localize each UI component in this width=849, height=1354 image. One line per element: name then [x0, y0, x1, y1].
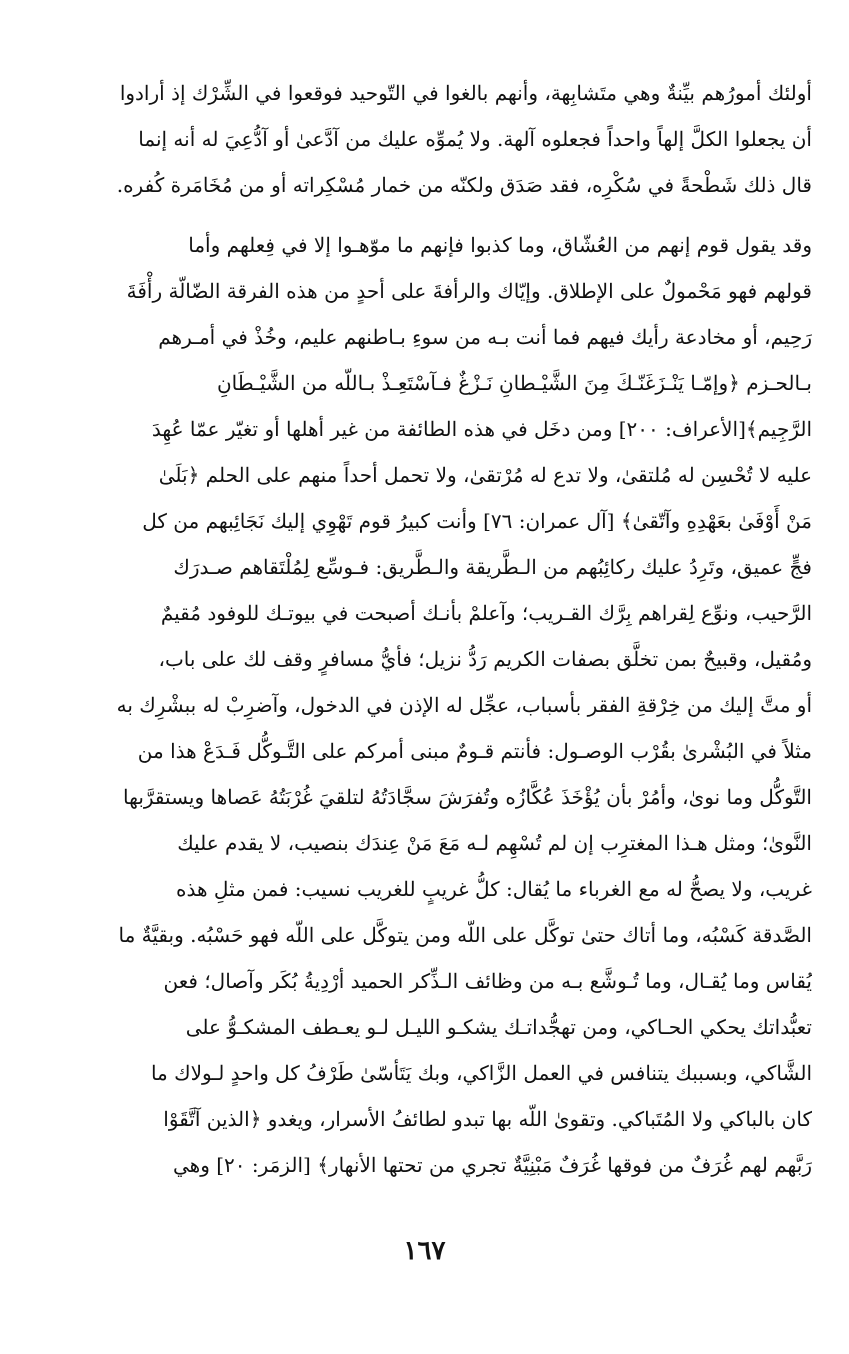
- text-line: كان بالباكي ولا المُتَباكي. وتقوىٰ اللّه بها تبدو لطائفُ الأسرار، ويغدو ﴿الذين آتَّقَوْا: [163, 1107, 812, 1131]
- text-line: وقد يقول قوم إنهم من العُشّاق، وما كذبوا فإنهم ما موّهـوا إلا في فِعلهم وأما: [188, 233, 812, 257]
- text-line: قولهم فهو مَحْمولٌ على الإطلاق. وإيّاك والرأفةَ على أحدٍ من هذه الفرقة الضّالّة رأْفَةَ: [126, 279, 812, 303]
- text-line: غريب، ولا يصحُّ له مع الغرباء ما يُقال: كلُّ غريبٍ للغريب نسيب: فمن مثلِ هذه: [175, 877, 812, 901]
- text-line: الرَّحيب، ونوِّع لِقراهم بِرَّك القـريب؛ وآعلمْ بأنـك أصبحت في بيوتـك للوفود مُقيمٌ: [160, 601, 812, 625]
- page-body: [64, 70, 812, 1234]
- text-line: الشَّاكي، وبسببك يتنافس في العمل الزَّاكي، وبك يَتَأسّىٰ طَرْفُ كل واحدٍ لـولاك ما: [150, 1061, 812, 1085]
- text-line: أن يجعلوا الكلَّ إلهاً واحداً فجعلوه آلهة. ولا يُموِّه عليك من آدَّعىٰ أو آدُّعِيَ له أنه إنما: [138, 127, 812, 151]
- text-line: الرَّجِيم﴾[الأعراف: ٢٠٠] ومن دخَل في هذه الطائفة من غير أهلها أو تغيّر عمّا عُهِدَ: [151, 417, 812, 441]
- text-line: رَبَّهم لهم غُرَفٌ من فوقها غُرَفٌ مَبْنِيَّةٌ تجري من تحتها الأنهار﴾ [الزمَر: ٢٠] وهي: [172, 1153, 812, 1177]
- paragraph-2: [64, 222, 812, 1234]
- text-line: قال ذلك شَطْحةً في سُكْرِه، فقد صَدَق ولكنّه من خمار مُسْكِراته أو من مُخَامَرة كُفره.: [116, 173, 812, 197]
- text-line: بـالحـزم ﴿وإمّـا يَنْـزَغَنّـكَ مِنَ الشَّيْـطانِ نَـزْغٌ فـآسْتَعِـذْ بـاللّه من الشَّيْـطَانِ: [216, 371, 812, 395]
- text-line: فجٍّ عميق، وتَرِدُ عليك ركائِبُهم من الـطَّريقة والـطَّريق: فـوسِّع لِمُلْتَقاهم صـدرَك: [173, 555, 812, 579]
- text-line: [64, 1188, 812, 1234]
- text-line: التَّوكُّل وما نوىٰ، وأمُرْ بأن يُؤْخَذَ عُكَّازُه وتُفرَشَ سجَّادَتُهُ لتلقيَ غُرْبَتُهُ عَصاها ويستقرَّبها: [123, 785, 812, 809]
- text-line: أو متَّ إليك من خِرْقةِ الفقر بأسباب، عجِّل له الإذن في الدخول، وآضرِبْ له ببشْرِك به: [116, 693, 812, 717]
- text-line: ومُقيل، وقبيحٌ بمن تخلَّق بصفات الكريم رَدُّ نزيل؛ فأيُّ مسافرٍ وقف لك على باب،: [158, 647, 812, 671]
- text-line: الصَّدقة كَسْبُه، وما أتاك حتىٰ توكَّل على اللّه ومن يتوكَّل على اللّه فهو حَسْبُه. وبقيَّةٌ ما: [118, 923, 812, 947]
- text-line: رَحِيم، أو مخادعة رأيك فيهم فما أنت بـه من سوءِ بـاطنهم عليم، وخُذْ في أمـرهم: [158, 325, 812, 349]
- text-line: مَنْ أَوْفَىٰ بعَهْدِهِ وآتّقىٰ﴾ [آل عمران: ٧٦] وأنت كبيرُ قوم تَهْوِي إليك نَجَائِبهم من كل: [142, 509, 812, 533]
- text-line: مثلاً في البُشْرىٰ بقُرْب الوصـول: فأنتم قـومٌ مبنى أمركم على التَّـوكُّل فَـدَعْ هذا من: [137, 739, 812, 763]
- text-line: النَّوىٰ؛ ومثل هـذا المغترِب إن لم تُسْهِم لـه مَعَ مَنْ عِندَك بنصيب، لا يقدم عليك: [177, 831, 812, 855]
- paragraph-1: [64, 70, 812, 208]
- text-line: يُقاس وما يُقـال، وما تُـوشَّع بـه من وظائف الـذِّكر الحميد أرْدِيةُ بُكَر وآصال؛ فعن: [163, 969, 812, 993]
- text-line: أولئك أمورُهم بيِّنةٌ وهي متَشابِهة، وأنهم بالغوا في التّوحيد فوقعوا في الشِّرْك إذ أرادوا: [119, 81, 812, 105]
- page-number: ١٦٧: [403, 1236, 446, 1266]
- text-line: عليه لا تُحْسِن له مُلتقىٰ، ولا تدع له مُرْتقىٰ، ولا تحمل أحداً منهم على الحلم ﴿بَلَىٰ: [158, 463, 812, 487]
- text-line: تعبُّداتك يحكي الحـاكي، ومن تهجُّداتـك يشكـو الليـل لـو يعـطف المشكـوُّ على: [185, 1015, 812, 1039]
